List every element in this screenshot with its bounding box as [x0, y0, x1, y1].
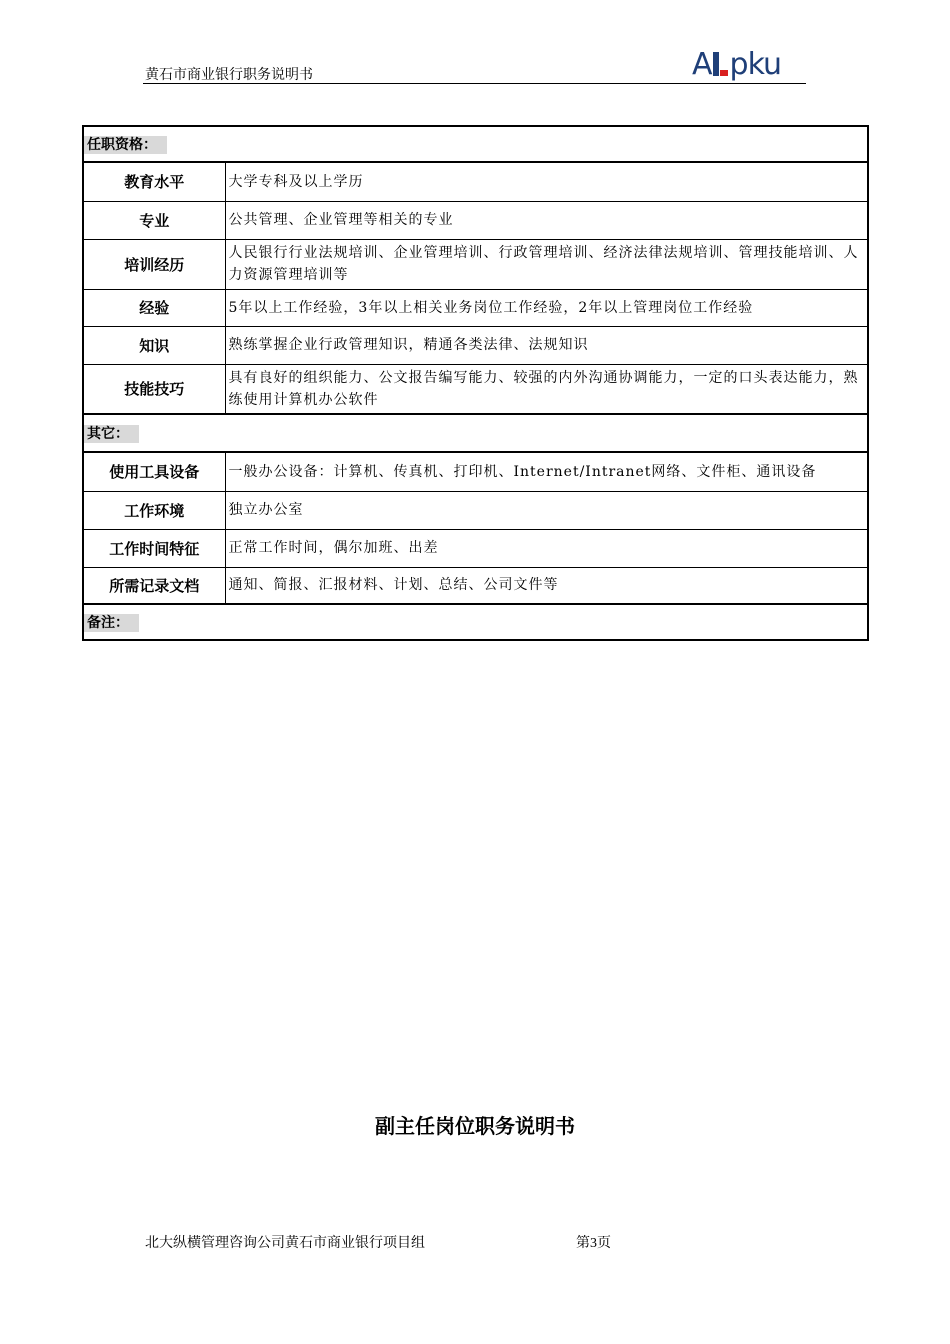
row-value-documents: 通知、简报、汇报材料、计划、总结、公司文件等 — [225, 567, 868, 604]
section-label-remarks: 备注： — [84, 614, 139, 632]
table-row — [83, 491, 868, 529]
row-label-major: 专业 — [83, 201, 225, 239]
section-label-other: 其它： — [84, 425, 139, 443]
row-value-training: 人民银行行业法规培训、企业管理培训、行政管理培训、经济法律法规培训、管理技能培训、人力资源管理培训等 — [225, 239, 868, 289]
row-value-education: 大学专科及以上学历 — [225, 162, 868, 201]
row-label-documents: 所需记录文档 — [83, 567, 225, 604]
table-row — [83, 162, 868, 201]
row-label-knowledge: 知识 — [83, 326, 225, 364]
header-title: 黄石市商业银行职务说明书 — [145, 68, 313, 83]
row-label-skills: 技能技巧 — [83, 364, 225, 414]
row-value-environment: 独立办公室 — [225, 491, 868, 529]
table-row — [83, 201, 868, 239]
job-spec-table — [82, 125, 869, 641]
document-title: 副主任岗位职务说明书 — [375, 1114, 575, 1138]
row-value-major: 公共管理、企业管理等相关的专业 — [225, 201, 868, 239]
table-row — [83, 452, 868, 491]
section-other — [83, 414, 868, 452]
row-value-hours: 正常工作时间，偶尔加班、出差 — [225, 529, 868, 567]
table-row — [83, 289, 868, 326]
row-label-hours: 工作时间特征 — [83, 529, 225, 567]
row-value-experience: 5年以上工作经验，3年以上相关业务岗位工作经验，2年以上管理岗位工作经验 — [225, 289, 868, 326]
header-divider — [143, 83, 806, 84]
row-label-training: 培训经历 — [83, 239, 225, 289]
logo-red-mark-icon — [720, 70, 728, 76]
row-value-skills: 具有良好的组织能力、公文报告编写能力、较强的内外沟通协调能力，一定的口头表达能力，熟练使用计算机办公软件 — [225, 364, 868, 414]
logo-bar-icon — [713, 52, 719, 76]
row-label-experience: 经验 — [83, 289, 225, 326]
table-row — [83, 567, 868, 604]
table-row — [83, 326, 868, 364]
section-qualifications — [83, 126, 868, 162]
table-row — [83, 364, 868, 414]
row-value-tools: 一般办公设备：计算机、传真机、打印机、Internet/Intranet网络、文件柜、通讯设备 — [225, 452, 868, 491]
section-label-qualifications: 任职资格： — [84, 136, 167, 154]
table-row — [83, 529, 868, 567]
footer-company: 北大纵横管理咨询公司黄石市商业银行项目组 — [145, 1236, 425, 1251]
row-label-education: 教育水平 — [83, 162, 225, 201]
table-row — [83, 239, 868, 289]
row-label-environment: 工作环境 — [83, 491, 225, 529]
row-value-knowledge: 熟练掌握企业行政管理知识，精通各类法律、法规知识 — [225, 326, 868, 364]
section-remarks — [83, 604, 868, 640]
footer-page-number: 第3页 — [576, 1236, 611, 1251]
company-logo: A pku — [692, 47, 782, 82]
row-label-tools: 使用工具设备 — [83, 452, 225, 491]
